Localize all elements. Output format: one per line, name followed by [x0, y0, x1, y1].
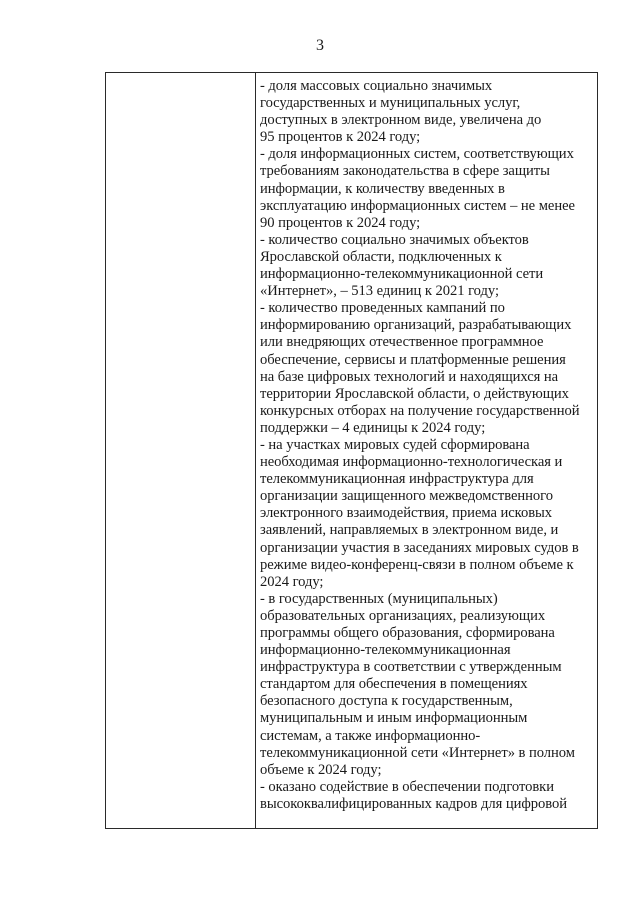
text-line: - количество социально значимых объектов — [260, 231, 529, 248]
text-line: режиме видео-конференц-связи в полном объеме к — [260, 556, 574, 573]
text-line: Ярославской области, подключенных к — [260, 248, 502, 265]
text-line: информационно-телекоммуникационной сети — [260, 266, 544, 283]
text-line: стандартом для обеспечения в помещениях — [260, 676, 528, 693]
text-line: доступных в электронном виде, увеличена до — [260, 112, 542, 129]
text-line: заявлений, направляемых в электронном виде, и — [260, 522, 559, 539]
text-line: образовательных организациях, реализующих — [260, 607, 546, 624]
text-line: безопасного доступа к государственным, — [260, 693, 513, 710]
text-line: - в государственных (муниципальных) — [260, 590, 498, 607]
table-left-cell — [106, 73, 255, 828]
text-line: программы общего образования, сформирована — [260, 625, 555, 641]
text-line: конкурсных отборах на получение государственной — [260, 402, 580, 419]
table-right-cell — [260, 78, 596, 813]
text-line: - доля информационных систем, соответствующих — [260, 146, 574, 163]
text-line: организации защищенного межведомственного — [260, 488, 553, 505]
text-line: требованиям законодательства в сфере защиты — [260, 163, 550, 180]
column-divider — [255, 73, 256, 828]
text-line: муниципальным и иным информационным — [260, 710, 528, 727]
text-line: системам, а также информационно- — [260, 727, 481, 744]
document-table — [105, 72, 598, 829]
text-line: организации участия в заседаниях мировых судов в — [260, 539, 579, 556]
text-line: информации, к количеству введенных в — [260, 180, 505, 197]
text-line: информационно-телекоммуникационная — [260, 642, 511, 659]
text-line: телекоммуникационная инфраструктура для — [260, 471, 534, 488]
text-line: обеспечение, сервисы и платформенные решения — [260, 351, 566, 368]
text-line: высококвалифицированных кадров для цифровой — [260, 795, 568, 812]
text-line: 90 процентов к 2024 году; — [260, 214, 421, 231]
text-line: или внедряющих отечественное программное — [260, 334, 544, 351]
text-line: территории Ярославской области, о действующих — [260, 385, 569, 402]
text-line: эксплуатацию информационных систем – не менее — [260, 197, 575, 214]
text-line: инфраструктура в соответствии с утвержденным — [260, 659, 562, 676]
text-line: государственных и муниципальных услуг, — [260, 95, 521, 112]
text-line: объеме к 2024 году; — [260, 761, 382, 778]
text-line: информированию организаций, разрабатывающих — [260, 317, 572, 334]
text-line: электронного взаимодействия, приема исковых — [260, 505, 553, 522]
text-line: - на участках мировых судей сформирована — [260, 436, 530, 453]
text-line: необходимая информационно-технологическая и — [260, 454, 563, 471]
text-line: «Интернет», – 513 единиц к 2021 году; — [260, 283, 499, 300]
text-line: 95 процентов к 2024 году; — [260, 129, 421, 146]
text-line: - оказано содействие в обеспечении подготовки — [260, 778, 554, 795]
text-line: телекоммуникационной сети «Интернет» в полном — [260, 744, 575, 761]
text-line: поддержки – 4 единицы к 2024 году; — [260, 419, 486, 436]
text-line: на базе цифровых технологий и находящихся на — [260, 368, 559, 385]
page-number: 3 — [316, 37, 324, 54]
text-line: 2024 году; — [260, 573, 324, 590]
text-line: - доля массовых социально значимых — [260, 78, 493, 94]
text-line: - количество проведенных кампаний по — [260, 300, 505, 317]
